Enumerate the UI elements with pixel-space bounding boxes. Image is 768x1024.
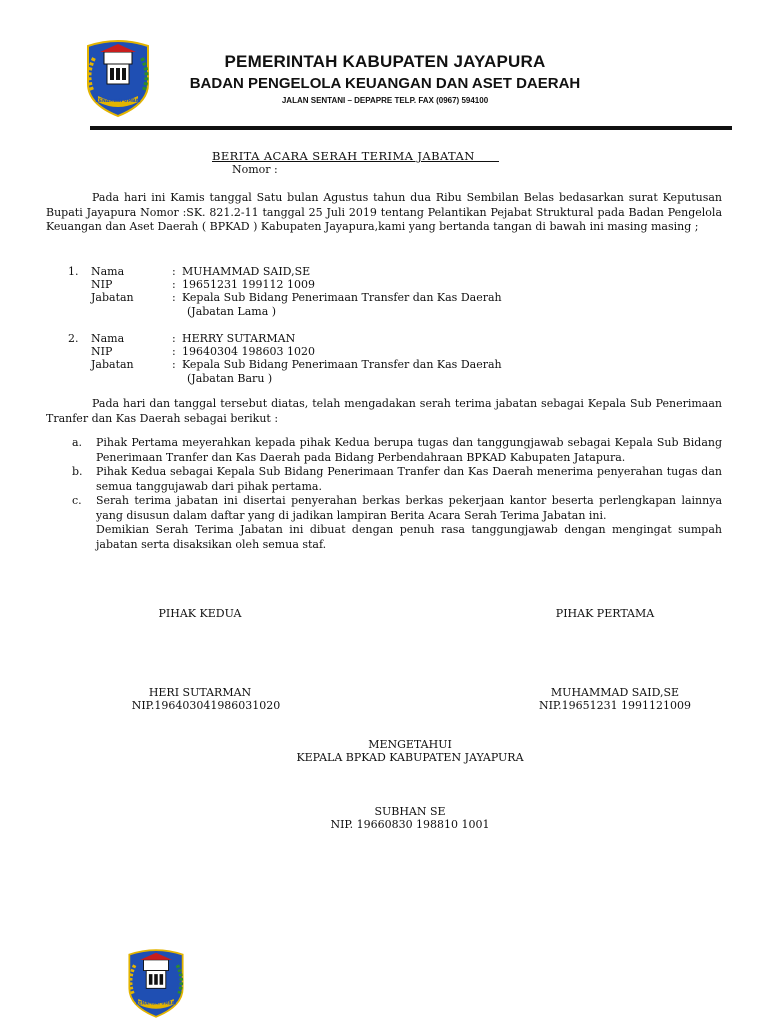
person-1-number: 1. xyxy=(68,265,79,278)
person-1-name-colon: : xyxy=(172,265,176,278)
header-agency-name: BADAN PENGELOLA KEUANGAN DAN ASET DAERAH xyxy=(189,75,581,92)
point-text: Serah terima jabatan ini disertai penyerahan berkas berkas pekerjaan kantor beserta perlengkapan lainnya yang disusun dalam daftar yang di jadikan lampiran Berita Acara Serah Terima Jabatan ini. xyxy=(96,494,722,522)
point-text: Pihak Kedua sebagai Kepala Sub Bidang Penerimaan Tranfer dan Kas Daerah menerima penyerahan tugas dan semua tanggujawab dari pihak pertama. xyxy=(96,465,722,493)
approval-nip: NIP. 19660830 198810 1001 xyxy=(330,818,490,831)
point-marker: c. xyxy=(72,494,82,507)
jayapura-regency-logo-footer xyxy=(124,946,188,1020)
approval-name: SUBHAN SE xyxy=(374,805,446,818)
logo-ribbon-text: KENAMBAI UMBAI xyxy=(135,1000,177,1006)
handover-point-b xyxy=(72,465,722,494)
point-marker: b. xyxy=(72,465,83,478)
person-1-position-label: Jabatan xyxy=(91,291,134,304)
person-2-position-label: Jabatan xyxy=(91,358,134,371)
person-1-name: MUHAMMAD SAID,SE xyxy=(182,265,311,278)
second-party-name: HERI SUTARMAN xyxy=(148,686,252,699)
person-2-nip-colon: : xyxy=(172,345,176,358)
logo-ribbon-text: KENAMBAI UMBAI xyxy=(95,99,141,104)
approval-position: KEPALA BPKAD KABUPATEN JAYAPURA xyxy=(296,751,524,764)
second-party-nip: NIP.196403041986031020 xyxy=(131,699,281,712)
header-address: JALAN SENTANI – DEPAPRE TELP. FAX (0967) 594100 xyxy=(281,96,489,105)
jayapura-regency-logo xyxy=(82,38,154,118)
person-2-nip: 19640304 198603 1020 xyxy=(182,345,315,358)
person-2-name-label: Nama xyxy=(91,332,125,345)
closing-paragraph: Demikian Serah Terima Jabatan ini dibuat dengan penuh rasa tanggungjawab dengan mengingat sumpah jabatan serta disaksikan oleh semua staf. xyxy=(96,523,722,551)
document-title: BERITA ACARA SERAH TERIMA JABATAN xyxy=(212,149,499,163)
point-text: Pihak Pertama meyerahkan kepada pihak Kedua berupa tugas dan tanggungjawab sebagai Kepala Sub Bidang Penerimaan Tranfer dan Kas Daerah pada Bidang Perbendahraan BPKAD Kabupaten Jatapura. xyxy=(96,436,722,464)
intro-paragraph: Pada hari ini Kamis tanggal Satu bulan Agustus tahun dua Ribu Sembilan Belas bedasarkan surat Keputusan Bupati Jayapura Nomor :SK. 821.2-11 tanggal 25 Juli 2019 tentang Pelantikan Pejabat Struktural pada Badan Pengelola Keuangan dan Aset Daerah ( BPKAD ) Kabupaten Jayapura,kami yang bertanda tangan di bawah ini masing masing ; xyxy=(46,191,722,234)
person-1-position: Kepala Sub Bidang Penerimaan Transfer dan Kas Daerah xyxy=(182,291,502,304)
first-party-label: PIHAK PERTAMA xyxy=(555,607,655,620)
handover-points-list xyxy=(72,436,722,552)
person-1-position-note: (Jabatan Lama ) xyxy=(187,305,277,318)
person-1-nip-colon: : xyxy=(172,278,176,291)
person-2-name-colon: : xyxy=(172,332,176,345)
header-government-name: PEMERINTAH KABUPATEN JAYAPURA xyxy=(224,52,546,71)
document-number: Nomor : xyxy=(232,163,278,176)
person-2-position-note: (Jabatan Baru ) xyxy=(187,372,273,385)
person-2-nip-label: NIP xyxy=(91,345,113,358)
first-party-nip: NIP.19651231 1991121009 xyxy=(538,699,692,712)
person-1-position-colon: : xyxy=(172,291,176,304)
point-marker: a. xyxy=(72,436,83,449)
person-1-nip: 19651231 199112 1009 xyxy=(182,278,315,291)
person-1-nip-label: NIP xyxy=(91,278,113,291)
person-2-position: Kepala Sub Bidang Penerimaan Transfer dan Kas Daerah xyxy=(182,358,502,371)
person-1-name-label: Nama xyxy=(91,265,125,278)
header-divider xyxy=(90,126,732,130)
handover-point-a xyxy=(72,436,722,465)
approval-label: MENGETAHUI xyxy=(368,738,452,751)
person-2-position-colon: : xyxy=(172,358,176,371)
first-party-name: MUHAMMAD SAID,SE xyxy=(550,686,680,699)
person-2-name: HERRY SUTARMAN xyxy=(182,332,296,345)
handover-point-c xyxy=(72,494,722,523)
second-party-label: PIHAK KEDUA xyxy=(158,607,242,620)
statement-paragraph: Pada hari dan tanggal tersebut diatas, telah mengadakan serah terima jabatan sebagai Kepala Sub Penerimaan Tranfer dan Kas Daerah sebagai berikut : xyxy=(46,397,722,425)
person-2-number: 2. xyxy=(68,332,79,345)
